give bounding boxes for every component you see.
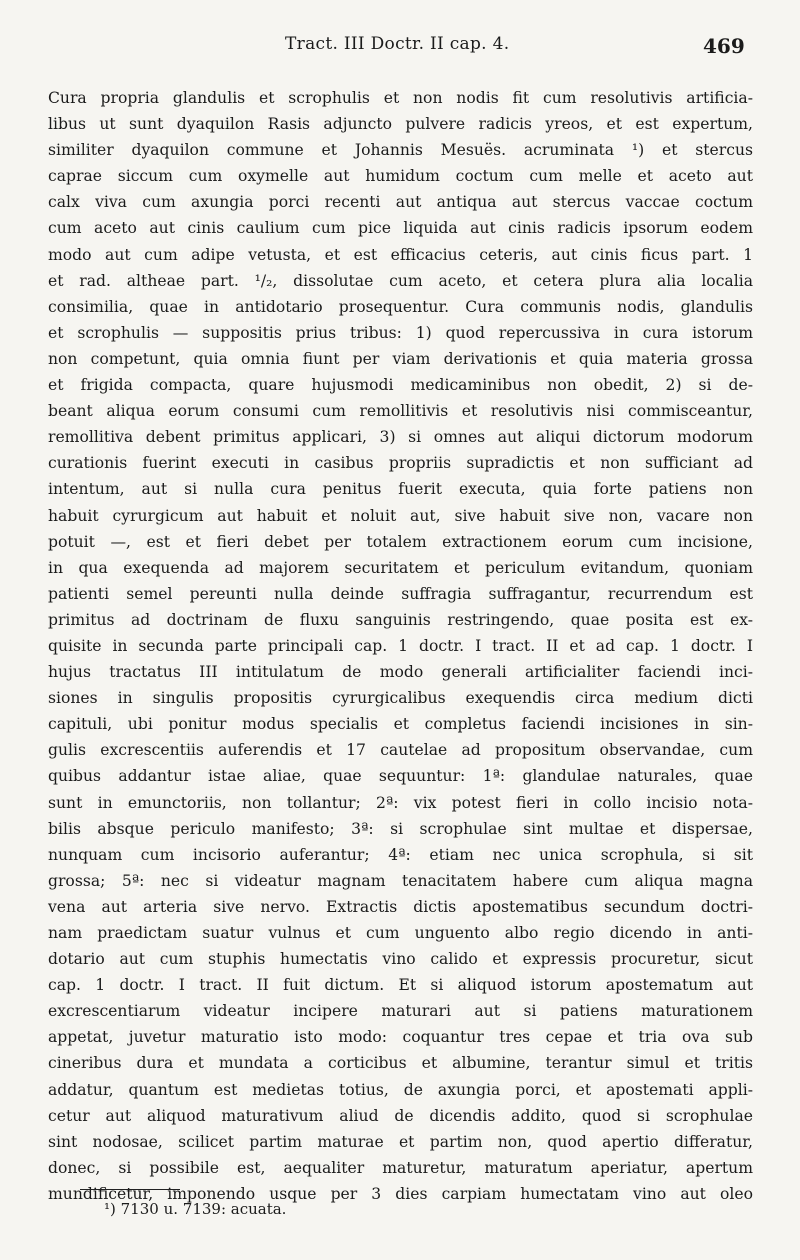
body-line: quisite in secunda parte principali cap. 1 doctr. I tract. II et ad cap. 1 doctr. I — [48, 636, 753, 655]
body-line: nam praedictam suatur vulnus et cum unguento albo regio dicendo in anti- — [48, 924, 753, 942]
body-line: donec, si possibile est, aequaliter maturetur, maturatum aperiatur, apertum — [48, 1158, 753, 1177]
body-line: sunt in emunctoriis, non tollantur; 2ª: vix potest fieri in collo incisio nota- — [48, 793, 753, 812]
body-line: hujus tractatus III intitulatum de modo generali artificialiter faciendi inci- — [48, 663, 753, 682]
body-line: remollitiva debent primitus applicari, 3) si omnes aut aliqui dictorum modorum — [48, 428, 753, 447]
running-title: Tract. III Doctr. II cap. 4. — [285, 34, 510, 54]
body-line: et frigida compacta, quare hujusmodi medicaminibus non obedit, 2) si de- — [48, 376, 753, 395]
body-line: cap. 1 doctr. I tract. II fuit dictum. Et si aliquod istorum apostematum aut — [48, 976, 753, 995]
body-line: patienti semel pereunti nulla deinde suffragia suffragantur, recurrendum est — [48, 584, 753, 603]
body-line: cineribus dura et mundata a corticibus et albumine, terantur simul et tritis — [48, 1054, 753, 1073]
body-line: addatur, quantum est medietas totius, de axungia porci, et apostemati appli- — [48, 1080, 753, 1099]
body-line: caprae siccum cum oxymelle aut humidum coctum cum melle et aceto aut — [48, 167, 753, 186]
body-line: intentum, aut si nulla cura penitus fuerit executa, quia forte patiens non — [48, 480, 753, 499]
body-line: vena aut arteria sive nervo. Extractis dictis apostematibus secundum doctri- — [48, 897, 753, 916]
body-line: calx viva cum axungia porci recenti aut antiqua aut stercus vaccae coctum — [48, 193, 753, 212]
body-line: cum aceto aut cinis caulium cum pice liquida aut cinis radicis ipsorum eodem — [48, 219, 753, 238]
running-head — [0, 34, 800, 58]
page-number: 469 — [703, 34, 745, 58]
body-line: similiter dyaquilon commune et Johannis Mesuës. acruminata ¹) et stercus — [48, 141, 753, 160]
body-line: sint nodosae, scilicet partim maturae et partim non, quod apertio differatur, — [48, 1132, 753, 1151]
body-line: capituli, ubi ponitur modus specialis et completus faciendi incisiones in sin- — [48, 715, 753, 734]
body-line: curationis fuerint executi in casibus propriis supradictis et non sufficiant ad — [48, 454, 753, 473]
body-line: cetur aut aliquod maturativum aliud de dicendis addito, quod si scrophulae — [48, 1106, 753, 1125]
body-line: mundificetur, imponendo usque per 3 dies carpiam humectatam vino aut oleo — [48, 1184, 753, 1203]
body-line: et rad. altheae part. ¹/₂, dissolutae cum aceto, et cetera plura alia localia — [48, 271, 753, 290]
body-line: potuit —, est et fieri debet per totalem extractionem eorum cum incisione, — [48, 532, 753, 551]
body-line: non competunt, quia omnia fiunt per viam derivationis et quia materia grossa — [48, 349, 753, 368]
body-line: primitus ad doctrinam de fluxu sanguinis restringendo, quae posita est ex- — [48, 610, 753, 629]
body-line: habuit cyrurgicum aut habuit et noluit aut, sive habuit sive non, vacare non — [48, 506, 753, 525]
footnote-divider — [80, 1189, 180, 1190]
body-line: quibus addantur istae aliae, quae sequuntur: 1ª: glandulae naturales, quae — [48, 767, 753, 786]
body-line: et scrophulis — suppositis prius tribus: 1) quod repercussiva in cura istorum — [48, 323, 753, 342]
body-line: siones in singulis propositis cyrurgicalibus exequendis circa medium dicti — [48, 689, 753, 708]
body-line: nunquam cum incisorio auferantur; 4ª: etiam nec unica scrophula, si sit — [48, 845, 753, 864]
footnote: ¹) 7130 u. 7139: acuata. — [104, 1200, 287, 1218]
body-line: dotario aut cum stuphis humectatis vino calido et expressis procuretur, sicut — [48, 950, 753, 969]
body-line: beant aliqua eorum consumi cum remollitivis et resolutivis nisi commisceantur, — [48, 402, 753, 421]
body-line: appetat, juvetur maturatio isto modo: coquantur tres cepae et tria ova sub — [48, 1028, 753, 1047]
body-line: Cura propria glandulis et scrophulis et non nodis fit cum resolutivis artificia- — [48, 89, 753, 107]
body-line: bilis absque periculo manifesto; 3ª: si scrophulae sint multae et dispersae, — [48, 819, 753, 838]
body-line: excrescentiarum videatur incipere maturari aut si patiens maturationem — [48, 1002, 753, 1021]
body-line: in qua exequenda ad majorem securitatem et periculum evitandum, quoniam — [48, 558, 753, 577]
body-line: consimilia, quae in antidotario prosequentur. Cura communis nodis, glandulis — [48, 297, 753, 316]
body-line: modo aut cum adipe vetusta, et est efficacius ceteris, aut cinis ficus part. 1 — [48, 245, 753, 264]
body-line: libus ut sunt dyaquilon Rasis adjuncto pulvere radicis yreos, et est expertum, — [48, 115, 753, 134]
body-line: gulis excrescentiis auferendis et 17 cautelae ad propositum observandae, cum — [48, 741, 753, 760]
body-line: grossa; 5ª: nec si videatur magnam tenacitatem habere cum aliqua magna — [48, 871, 753, 890]
body-text — [48, 85, 753, 1207]
